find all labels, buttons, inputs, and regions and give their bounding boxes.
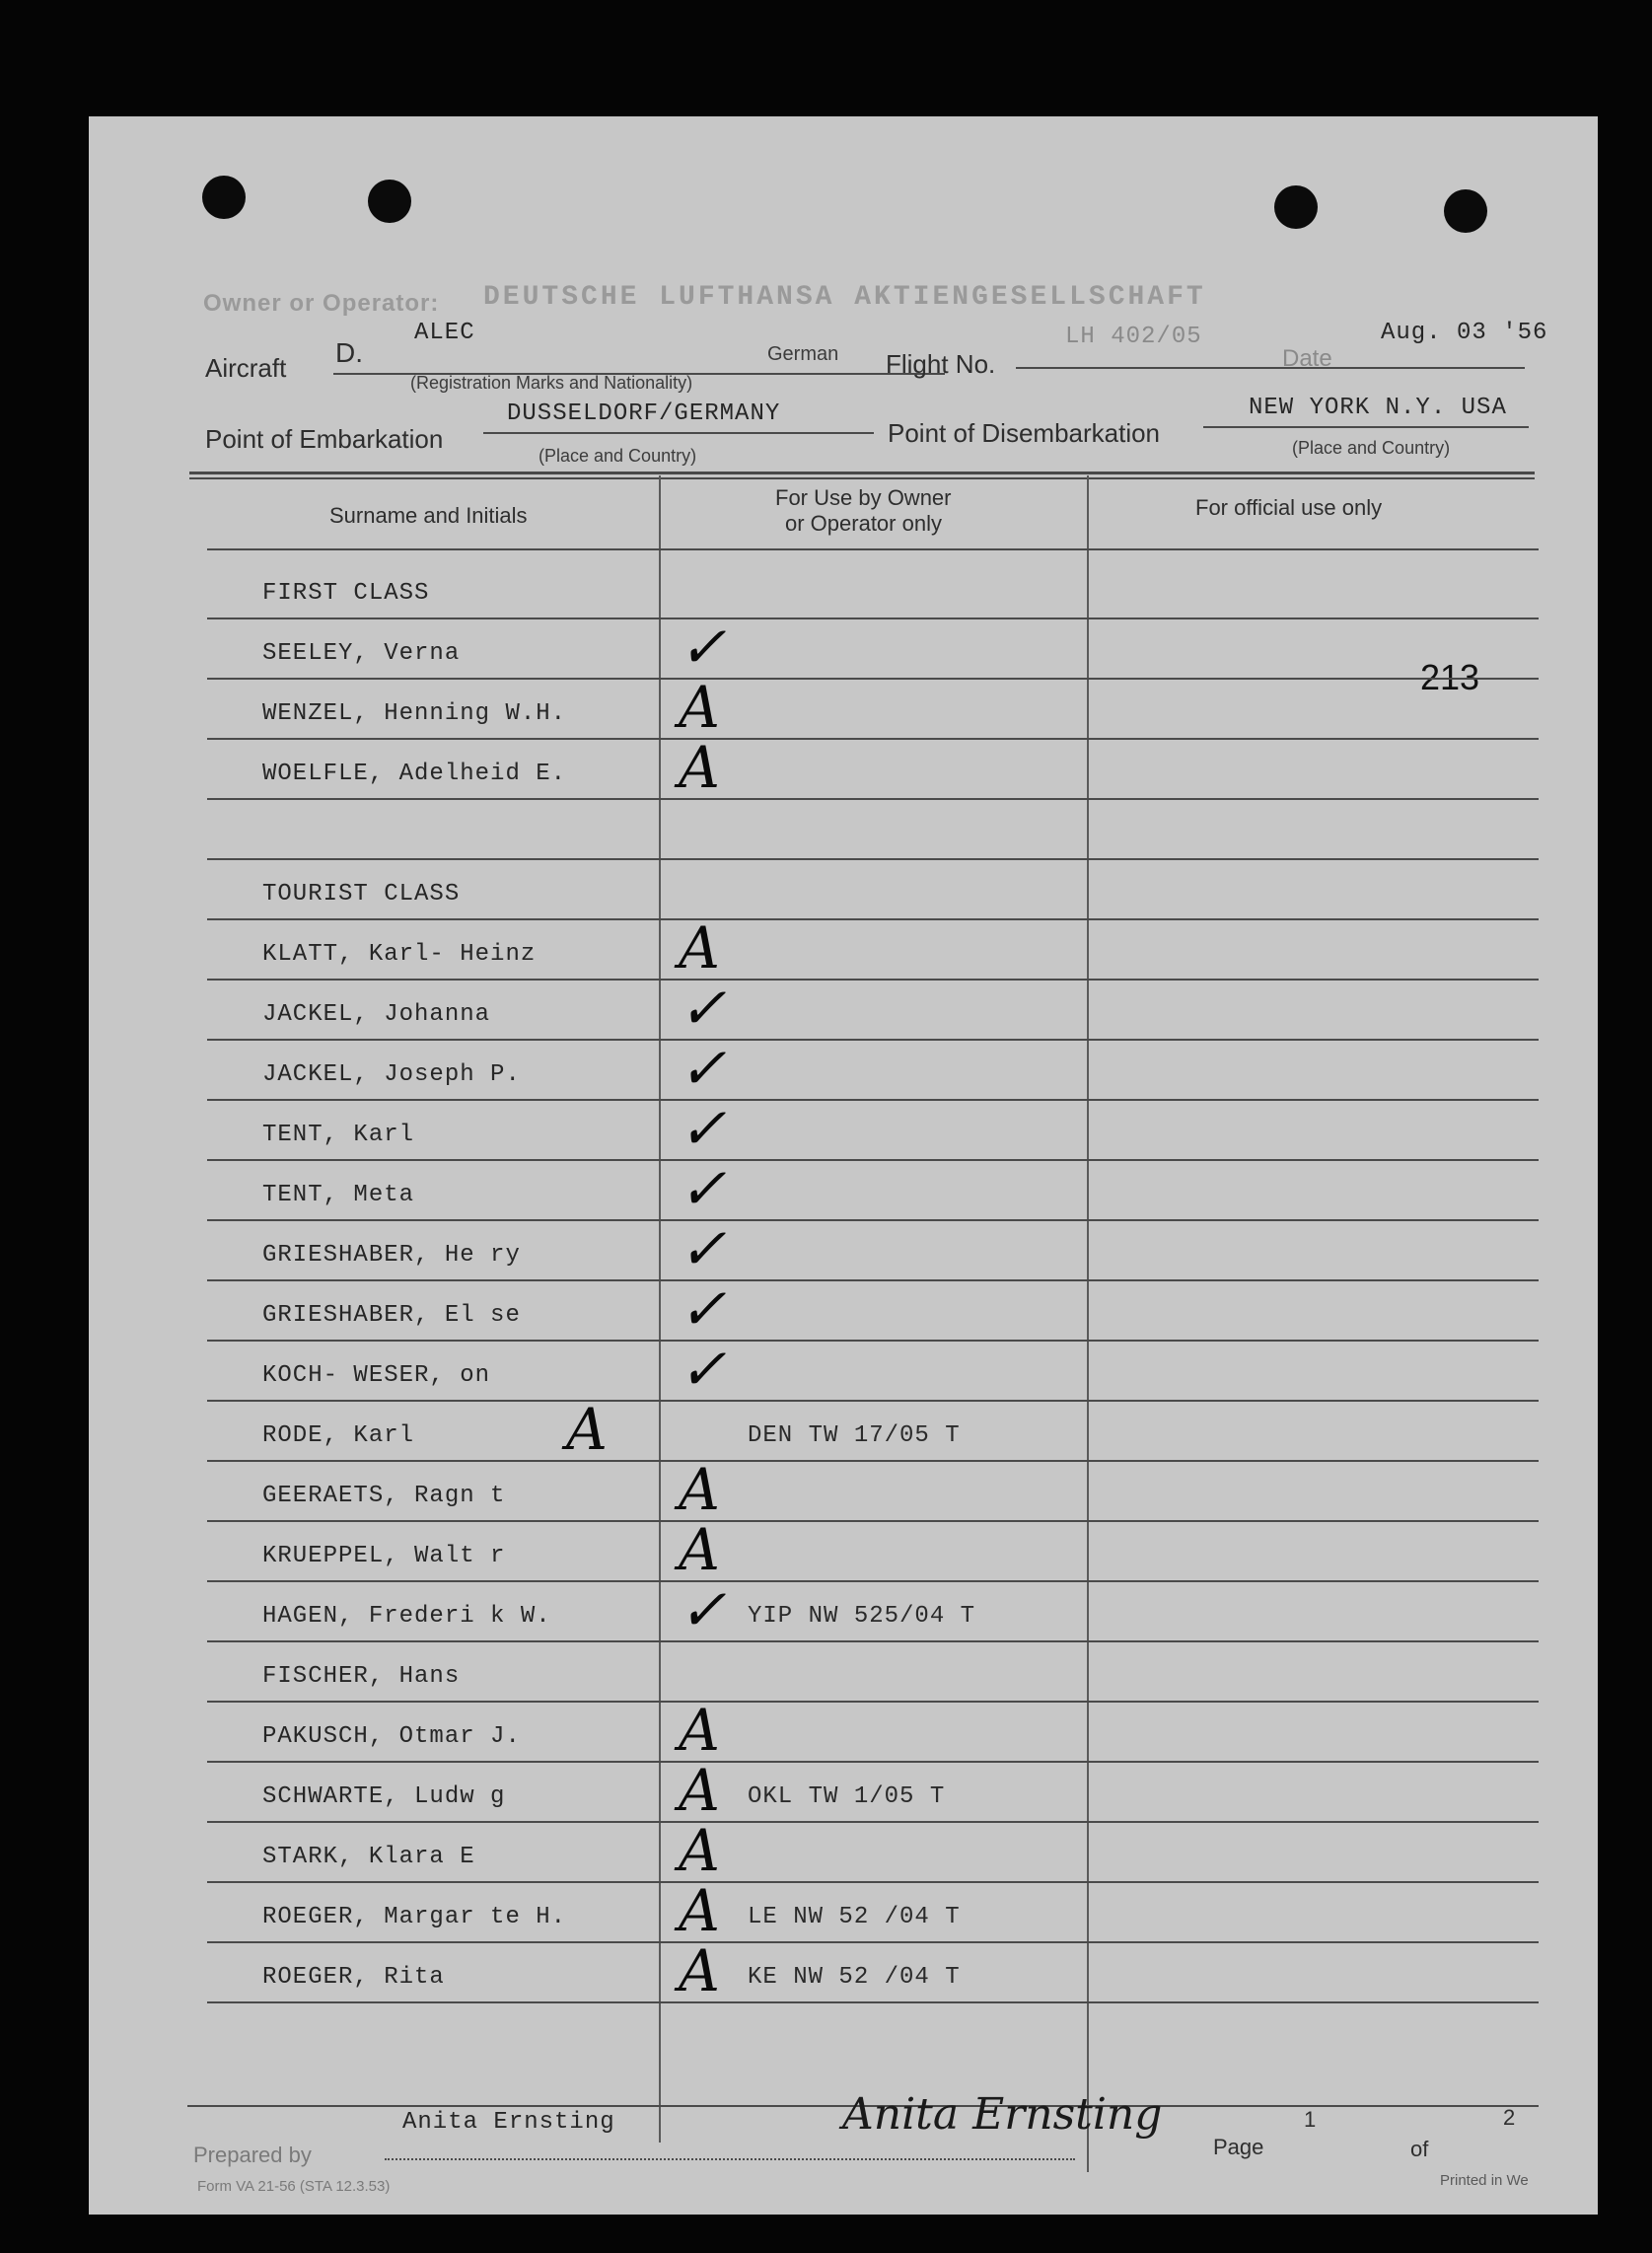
aircraft-nationality: German: [767, 343, 839, 365]
of-label: of: [1410, 2137, 1429, 2161]
passenger-code: KE NW 52 /04 T: [748, 1964, 961, 1991]
page-label: Page: [1213, 2135, 1264, 2159]
passenger-name: STARK, Klara E: [262, 1844, 475, 1870]
passenger-check-mark: ✓: [679, 1035, 727, 1102]
passenger-name: KRUEPPEL, Walt r: [262, 1543, 506, 1569]
col-header-owner-1: For Use by Owner: [775, 485, 952, 510]
date-underline: [1262, 367, 1525, 369]
embarkation-value: DUSSELDORF/GERMANY: [507, 400, 781, 427]
passenger-check-mark: A: [679, 1456, 720, 1523]
row-rule: [207, 918, 1539, 920]
passenger-check-mark: ✓: [679, 1576, 727, 1643]
passenger-check-mark: ✓: [679, 975, 727, 1042]
passenger-check-mark: ✓: [679, 1095, 727, 1162]
printed-in: Printed in We: [1440, 2172, 1529, 2189]
passenger-check-mark: ✓: [679, 614, 727, 681]
passenger-name: KLATT, Karl- Heinz: [262, 941, 537, 968]
prepared-by-label: Prepared by: [193, 2143, 312, 2167]
flight-number: LH 402/05: [1065, 324, 1202, 350]
disembarkation-underline: [1203, 426, 1529, 428]
passenger-name: TENT, Karl: [262, 1122, 415, 1148]
official-number: 213: [1420, 657, 1480, 697]
passenger-name: SEELEY, Verna: [262, 640, 461, 667]
col-header-names: Surname and Initials: [329, 503, 528, 528]
preparer-typed-name: Anita Ernsting: [402, 2109, 615, 2136]
passenger-name: HAGEN, Frederi k W.: [262, 1603, 551, 1630]
passenger-code: DEN TW 17/05 T: [748, 1422, 961, 1449]
passenger-code: OKL TW 1/05 T: [748, 1783, 946, 1810]
punch-hole-3: [1274, 185, 1318, 229]
passenger-name: ROEGER, Margar te H.: [262, 1904, 567, 1930]
row-rule: [207, 1159, 1539, 1161]
owner-label: Owner or Operator:: [203, 290, 440, 317]
row-rule: [207, 678, 1539, 680]
row-rule: [207, 1219, 1539, 1221]
embarkation-caption: (Place and Country): [539, 446, 697, 466]
row-rule: [207, 979, 1539, 981]
table-top-rule-1: [189, 472, 1535, 474]
flight-underline: [1016, 367, 1262, 369]
registration-caption: (Registration Marks and Nationality): [410, 373, 693, 393]
passenger-check-mark: A: [679, 1516, 720, 1583]
passenger-name: PAKUSCH, Otmar J.: [262, 1723, 521, 1750]
passenger-code: YIP NW 525/04 T: [748, 1603, 976, 1630]
passenger-name: KOCH- WESER, on: [262, 1362, 491, 1389]
row-rule: [207, 1580, 1539, 1582]
passenger-check-mark: A: [679, 734, 720, 801]
page-total: 2: [1503, 2105, 1516, 2130]
passenger-check-mark: A: [679, 1817, 720, 1884]
row-rule: [207, 1520, 1539, 1522]
passenger-code: LE NW 52 /04 T: [748, 1904, 961, 1930]
passenger-check-mark: A: [679, 674, 720, 741]
header-bottom-rule: [207, 548, 1539, 550]
passenger-name: JACKEL, Johanna: [262, 1001, 491, 1028]
prepared-by-line: [385, 2158, 1075, 2160]
passenger-name: TENT, Meta: [262, 1182, 415, 1208]
disembarkation-value: NEW YORK N.Y. USA: [1249, 395, 1507, 421]
col-header-owner-2: or Operator only: [785, 511, 942, 536]
row-rule: [207, 738, 1539, 740]
passenger-name: ROEGER, Rita: [262, 1964, 445, 1991]
passenger-name: WOELFLE, Adelheid E.: [262, 761, 567, 787]
passenger-check-mark: ✓: [679, 1155, 727, 1222]
row-rule: [207, 2001, 1539, 2003]
owner-value: DEUTSCHE LUFTHANSA AKTIENGESELLSCHAFT: [483, 282, 1206, 313]
passenger-check-mark: A: [566, 1396, 608, 1463]
aircraft-prefix: D.: [335, 337, 363, 368]
row-rule: [207, 1701, 1539, 1703]
column-divider-1: [659, 475, 661, 2143]
row-rule: [207, 798, 1539, 800]
page-number: 1: [1304, 2107, 1317, 2132]
row-rule: [207, 858, 1539, 860]
row-rule: [207, 1881, 1539, 1883]
passenger-check-mark: A: [679, 1697, 720, 1764]
punch-hole-4: [1444, 189, 1487, 233]
date-value: Aug. 03 '56: [1381, 320, 1548, 346]
passenger-name: FISCHER, Hans: [262, 1663, 461, 1690]
passenger-check-mark: ✓: [679, 1336, 727, 1403]
passenger-name: TOURIST CLASS: [262, 881, 461, 908]
row-rule: [207, 1340, 1539, 1342]
disembarkation-label: Point of Disembarkation: [888, 418, 1161, 448]
passenger-name: GRIESHABER, He ry: [262, 1242, 521, 1269]
preparer-signature: Anita Ernsting: [842, 2089, 1163, 2140]
disembarkation-caption: (Place and Country): [1292, 438, 1451, 458]
row-rule: [207, 1640, 1539, 1642]
passenger-check-mark: A: [679, 1937, 720, 2004]
passenger-name: SCHWARTE, Ludw g: [262, 1783, 506, 1810]
passenger-check-mark: A: [679, 1877, 720, 1944]
col-header-official: For official use only: [1195, 495, 1383, 520]
form-number: Form VA 21-56 (STA 12.3.53): [197, 2178, 391, 2195]
flight-label: Flight No.: [886, 349, 996, 379]
passenger-name: JACKEL, Joseph P.: [262, 1061, 521, 1088]
row-rule: [207, 1941, 1539, 1943]
row-rule: [207, 1279, 1539, 1281]
table-top-rule-2: [189, 477, 1535, 479]
row-rule: [207, 1039, 1539, 1041]
passenger-check-mark: ✓: [679, 1215, 727, 1282]
row-rule: [207, 618, 1539, 619]
punch-hole-1: [202, 176, 246, 219]
punch-hole-2: [368, 180, 411, 223]
aircraft-label: Aircraft: [205, 353, 287, 383]
aircraft-registration: ALEC: [414, 320, 475, 346]
row-rule: [207, 1460, 1539, 1462]
date-label: Date: [1282, 345, 1332, 372]
row-rule: [207, 1821, 1539, 1823]
row-rule: [207, 1761, 1539, 1763]
passenger-name: RODE, Karl: [262, 1422, 415, 1449]
embarkation-label: Point of Embarkation: [205, 424, 444, 454]
row-rule: [207, 1099, 1539, 1101]
passenger-check-mark: A: [679, 914, 720, 981]
passenger-check-mark: ✓: [679, 1275, 727, 1343]
passenger-name: GEERAETS, Ragn t: [262, 1483, 506, 1509]
column-divider-2: [1087, 475, 1089, 2172]
passenger-check-mark: A: [679, 1757, 720, 1824]
passenger-name: WENZEL, Henning W.H.: [262, 700, 567, 727]
embarkation-underline: [483, 432, 874, 434]
passenger-name: GRIESHABER, El se: [262, 1302, 521, 1329]
manifest-sheet: [89, 116, 1598, 2215]
passenger-name: FIRST CLASS: [262, 580, 430, 607]
row-rule: [207, 1400, 1539, 1402]
